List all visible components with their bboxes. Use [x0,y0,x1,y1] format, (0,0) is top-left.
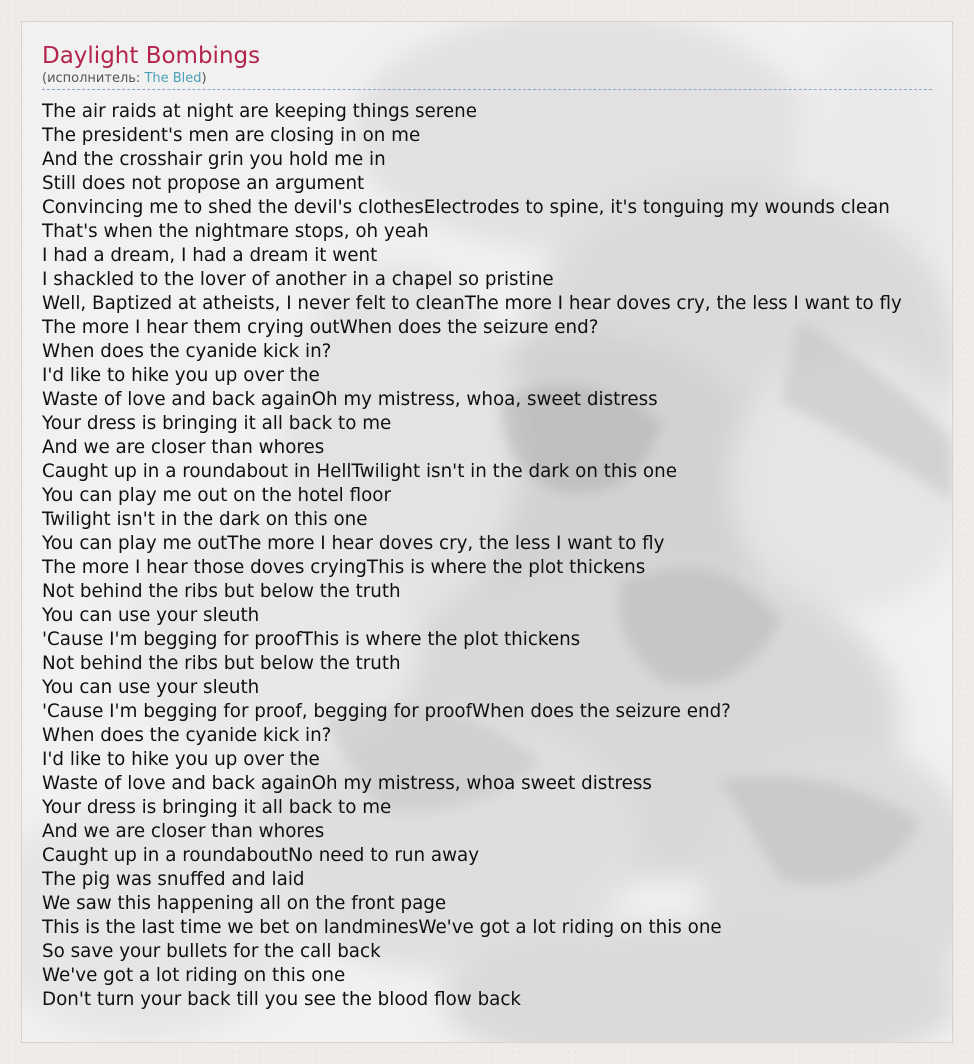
lyric-line: I'd like to hike you up over the [42,365,320,386]
lyric-line: Caught up in a roundabout in HellTwilight isn't in the dark on this one [42,461,677,482]
artist-link[interactable]: The Bled [144,71,202,86]
lyric-line: The pig was snuffed and laid [42,869,305,890]
lyric-line: The president's men are closing in on me [42,125,421,146]
lyric-line: Still does not propose an argument [42,173,365,194]
lyric-line: Your dress is bringing it all back to me [42,413,392,434]
lyric-line: Well, Baptized at atheists, I never felt to cleanThe more I hear doves cry, the less I want to fly [42,293,902,314]
lyrics-text [42,100,902,1012]
lyric-line: You can play me out on the hotel floor [42,485,391,506]
lyric-line: 'Cause I'm begging for proofThis is where the plot thickens [42,629,581,650]
lyric-line: Twilight isn't in the dark on this one [42,509,368,530]
lyric-line: Waste of love and back againOh my mistress, whoa sweet distress [42,773,652,794]
lyric-line: Convincing me to shed the devil's clothesElectrodes to spine, it's tonguing my wounds clean [42,197,890,218]
lyric-line: When does the cyanide kick in? [42,725,332,746]
lyric-line: The more I hear those doves cryingThis is where the plot thickens [42,557,646,578]
lyric-line: Don't turn your back till you see the blood flow back [42,989,522,1010]
artist-line [42,71,260,87]
artist-prefix: (исполнитель: [42,71,145,86]
lyric-line: You can play me outThe more I hear doves cry, the less I want to fly [42,533,665,554]
lyric-line: When does the cyanide kick in? [42,341,332,362]
lyric-line: Not behind the ribs but below the truth [42,653,401,674]
lyric-line: Your dress is bringing it all back to me [42,797,392,818]
lyric-line: We saw this happening all on the front page [42,893,447,914]
song-header [42,42,260,87]
lyric-line: That's when the nightmare stops, oh yeah [42,221,429,242]
lyric-line: Caught up in a roundaboutNo need to run away [42,845,480,866]
lyric-line: The air raids at night are keeping things serene [42,101,477,122]
lyrics-card [21,21,953,1043]
artist-suffix: ) [201,71,207,86]
song-title: Daylight Bombings [42,43,261,69]
lyric-line: We've got a lot riding on this one [42,965,346,986]
lyric-line: I'd like to hike you up over the [42,749,320,770]
lyric-line: The more I hear them crying outWhen does the seizure end? [42,317,599,338]
lyric-line: Waste of love and back againOh my mistress, whoa, sweet distress [42,389,658,410]
lyric-line: And we are closer than whores [42,821,325,842]
lyric-line: And the crosshair grin you hold me in [42,149,386,170]
lyric-line: Not behind the ribs but below the truth [42,581,401,602]
lyric-line: So save your bullets for the call back [42,941,381,962]
lyric-line: 'Cause I'm begging for proof, begging for proofWhen does the seizure end? [42,701,731,722]
lyric-line: I shackled to the lover of another in a chapel so pristine [42,269,554,290]
header-divider [42,89,932,90]
lyric-line: This is the last time we bet on landminesWe've got a lot riding on this one [42,917,722,938]
lyric-line: I had a dream, I had a dream it went [42,245,378,266]
lyric-line: You can use your sleuth [42,677,260,698]
lyric-line: And we are closer than whores [42,437,325,458]
lyric-line: You can use your sleuth [42,605,260,626]
